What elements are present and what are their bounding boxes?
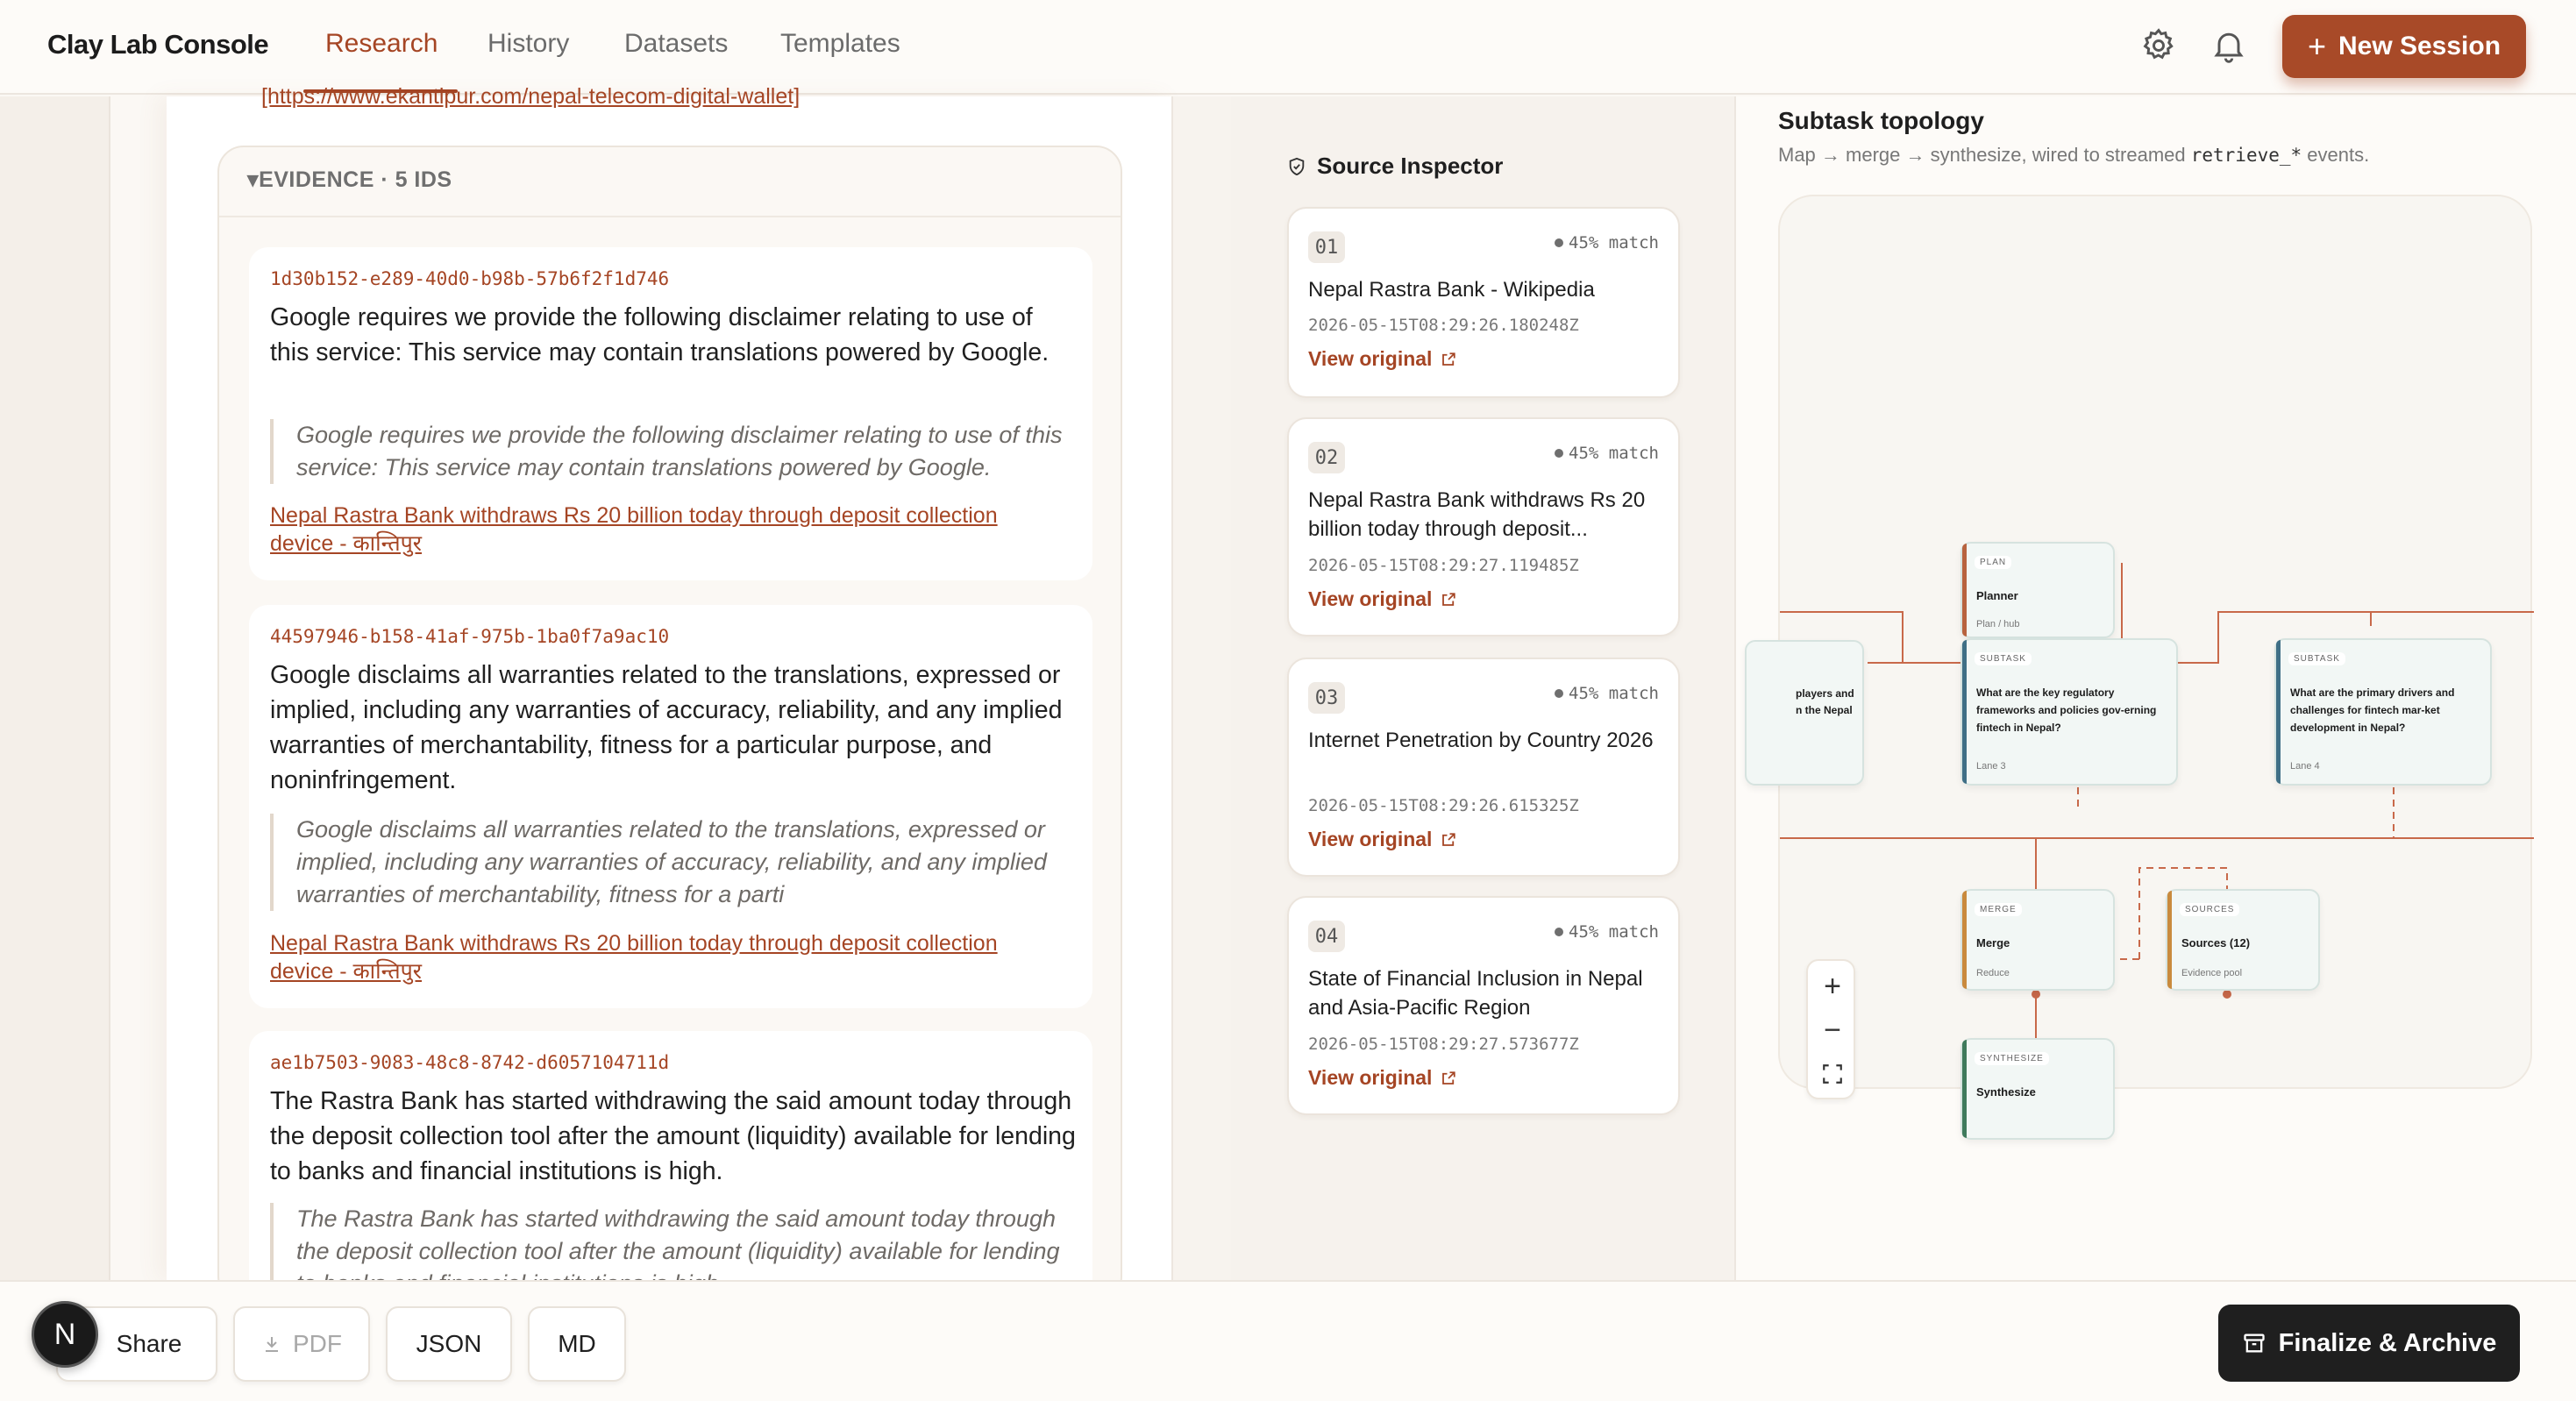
source-number: 02 [1308,442,1345,473]
source-inspector [1231,96,1736,1280]
share-label: Share [116,1330,182,1357]
match-value: 45% match [1569,233,1659,252]
dot-icon [1555,928,1563,936]
sources-node[interactable] [2166,889,2320,991]
subtitle-suffix: events. [2302,144,2370,166]
source-card-02[interactable] [1287,417,1680,636]
bell-icon[interactable] [2210,26,2248,65]
divider [219,216,1121,217]
md-button[interactable] [528,1306,626,1382]
synthesize-node[interactable] [1960,1038,2115,1140]
node-name: Merge [1976,936,2010,949]
source-timestamp: 2026-05-15T08:29:26.615325Z [1308,796,1579,815]
node-accent [2276,640,2281,784]
source-number: 01 [1308,231,1345,263]
source-title: Internet Penetration by Country 2026 [1308,729,1654,752]
node-accent [1962,891,1967,989]
source-card-04[interactable] [1287,896,1680,1115]
evidence-header: EVIDENCE · 5 IDS [259,167,452,192]
gear-icon[interactable] [2139,26,2178,65]
node-accent [1962,640,1967,784]
avatar[interactable]: N [32,1301,98,1368]
view-original-label: View original [1308,347,1433,370]
tab-templates[interactable]: Templates [780,29,900,58]
view-original-link[interactable] [1308,828,1456,851]
subtitle-prefix: Map → merge → synthesize, wired to streamed [1778,144,2191,166]
node-accent [1962,544,1967,636]
node-name: Planner [1976,589,2018,602]
node-name: players and n the Nepal [1796,687,1854,716]
source-timestamp: 2026-05-15T08:29:27.119485Z [1308,556,1579,575]
pdf-button[interactable] [233,1306,370,1382]
topology-subtitle [1778,144,2369,167]
node-kind: SUBTASK [2288,652,2345,665]
md-label: MD [558,1330,596,1357]
evidence-quote: Google requires we provide the following disclaimer relating to use of this service: This service may contain translations powered by Google. [270,419,1077,484]
node-kind: SUBTASK [1975,652,2032,665]
match-value: 45% match [1569,444,1659,463]
subtitle-code: retrieve_* [2190,145,2302,166]
evidence-card [249,605,1092,1008]
subtask-node-partial[interactable] [1745,640,1864,786]
pdf-label: PDF [293,1330,342,1357]
zoom-out-button[interactable]: − [1824,1013,1841,1047]
source-title: Nepal Rastra Bank withdraws Rs 20 billion today through deposit... [1308,488,1646,541]
evidence-section [217,146,1122,1303]
json-label: JSON [416,1330,482,1357]
report-source-link[interactable]: [https://www.ekantipur.com/nepal-telecom-digital-wallet] [261,84,801,109]
inspector-title [1287,153,1503,180]
triangle-down-icon: ▾ [247,167,260,192]
source-card-03[interactable] [1287,658,1680,877]
node-kind: SOURCES [2180,903,2239,916]
source-card-01[interactable] [1287,207,1680,398]
evidence-quote: Google disclaims all warranties related to the translations, expressed or implied, including any warranties of accuracy, reliability, and any implied warranties of merchantability, fitness for a parti [270,814,1077,911]
dot-icon [1555,689,1563,698]
planner-node[interactable] [1960,542,2115,638]
evidence-text: Google requires we provide the following disclaimer relating to use of this service: This service may contain translations powered by Google. [270,303,1050,366]
inspector-title-text: Source Inspector [1317,153,1504,179]
match-value: 45% match [1569,684,1659,703]
external-link-icon [1441,592,1456,608]
node-name: What are the key regulatory frameworks and policies gov-erning fintech in Nepal? [1976,686,2157,734]
report-margin [1173,96,1231,1280]
fit-view-button[interactable] [1808,1052,1857,1096]
finalize-archive-button[interactable] [2218,1305,2520,1382]
json-button[interactable] [386,1306,512,1382]
new-session-label: New Session [2338,32,2501,60]
node-name: Sources (12) [2181,936,2251,949]
node-meta: Reduce [1976,968,2010,978]
zoom-controls [1806,959,1855,1099]
source-title: Nepal Rastra Bank - Wikipedia [1308,278,1595,302]
external-link-icon [1441,1070,1456,1086]
evidence-text: The Rastra Bank has started withdrawing the said amount today through the deposit collection tool after the amount (liquidity) available for lending to banks and financial institutions is high. [270,1087,1076,1185]
evidence-id: 1d30b152-e289-40d0-b98b-57b6f2f1d746 [270,268,670,289]
download-icon [261,1333,282,1355]
plus-icon: + [2307,28,2326,64]
view-original-label: View original [1308,587,1433,610]
source-timestamp: 2026-05-15T08:29:26.180248Z [1308,316,1579,335]
evidence-id: 44597946-b158-41af-975b-1ba0f7a9ac10 [270,626,670,647]
app-title: Clay Lab Console [47,29,269,60]
subtask-node-lane3[interactable] [1960,638,2178,786]
shield-check-icon [1287,157,1306,176]
node-meta: Plan / hub [1976,619,2020,629]
view-original-link[interactable] [1308,1066,1456,1090]
tab-datasets[interactable]: Datasets [624,29,729,58]
source-timestamp: 2026-05-15T08:29:27.573677Z [1308,1035,1579,1054]
view-original-link[interactable] [1308,347,1456,371]
tab-research[interactable]: Research [325,29,438,58]
report-panel[interactable] [167,84,1173,1280]
tab-history[interactable]: History [487,29,570,58]
evidence-card [249,247,1092,580]
match-badge [1555,684,1659,703]
source-title: State of Financial Inclusion in Nepal and Asia-Pacific Region [1308,967,1643,1020]
topology-canvas[interactable] [1778,195,2532,1099]
node-meta: Lane 4 [2290,761,2320,772]
view-original-link[interactable] [1308,587,1456,611]
node-meta: Lane 3 [1976,761,2006,772]
top-header [0,0,2576,95]
evidence-quote: The Rastra Bank has started withdrawing the said amount today through the deposit collection tool after the amount (liquidity) available for lending [270,1203,1077,1300]
node-kind: SYNTHESIZE [1975,1052,2049,1065]
source-number: 03 [1308,682,1345,714]
match-badge [1555,233,1659,252]
node-meta: Evidence pool [2181,968,2243,978]
match-value: 45% match [1569,922,1659,942]
view-original-label: View original [1308,828,1433,850]
external-link-icon [1441,352,1456,367]
merge-node[interactable] [1960,889,2115,991]
evidence-source-link[interactable]: Nepal Rastra Bank withdraws Rs 20 billion today through deposit collection device - कान्तिपुर [270,503,998,556]
left-gutter-divider [109,96,110,1280]
new-session-button[interactable] [2282,15,2526,78]
match-badge [1555,444,1659,463]
topology-panel [1736,96,2576,1280]
expand-icon [1821,1063,1844,1085]
evidence-toggle[interactable] [247,167,452,193]
finalize-label: Finalize & Archive [2278,1328,2497,1357]
left-gutter [0,96,110,1280]
evidence-text: Google disclaims all warranties related to the translations, expressed or implied, including any warranties of accuracy, reliability, and any implied warranties of merchantability, fitness for a particular purpose, and noninfringement. [270,661,1063,794]
source-number: 04 [1308,921,1345,952]
archive-icon [2242,1331,2266,1355]
view-original-label: View original [1308,1066,1433,1089]
node-kind: PLAN [1975,556,2011,569]
subtask-node-lane4[interactable] [2274,638,2492,786]
external-link-icon [1441,832,1456,848]
dot-icon [1555,449,1563,458]
node-kind: MERGE [1975,903,2022,916]
zoom-in-button[interactable]: + [1824,969,1841,1003]
bottom-action-bar [0,1280,2576,1401]
evidence-id: ae1b7503-9083-48c8-8742-d6057104711d [270,1052,670,1073]
dot-icon [1555,238,1563,247]
node-name: Synthesize [1976,1085,2036,1099]
topology-title: Subtask topology [1778,107,1984,134]
node-accent [2167,891,2172,989]
node-name: What are the primary drivers and challenges for fintech mar-ket development in Nepal? [2290,686,2455,734]
evidence-source-link[interactable]: Nepal Rastra Bank withdraws Rs 20 billion today through deposit collection device - कान्तिपुर [270,931,998,984]
match-badge [1555,922,1659,942]
node-accent [1962,1040,1967,1138]
